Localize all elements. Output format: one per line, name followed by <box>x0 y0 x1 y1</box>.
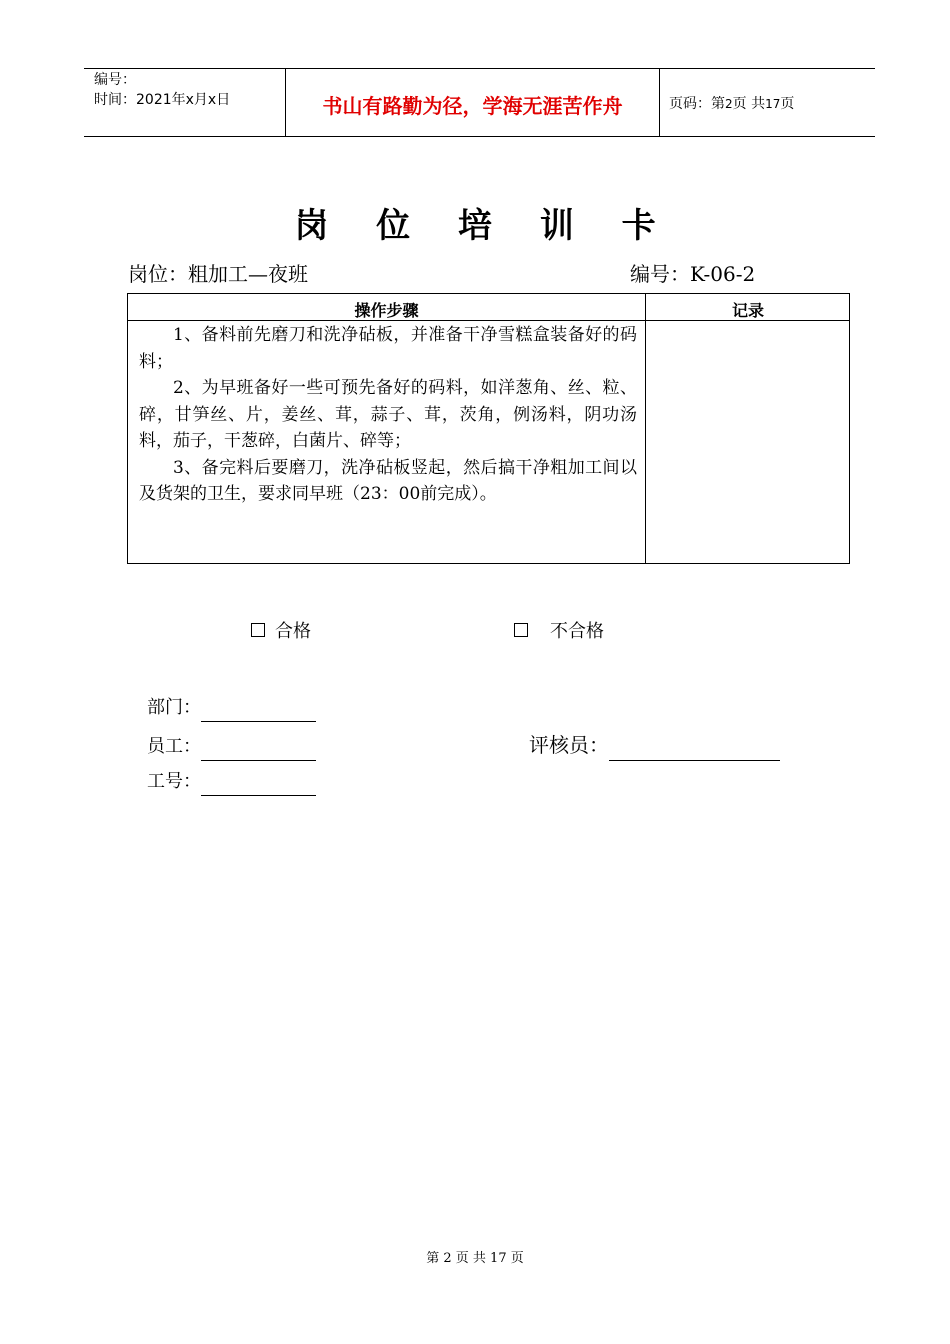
header-divider-right <box>659 68 660 136</box>
fail-checkbox[interactable] <box>514 623 528 637</box>
header-meta <box>94 70 230 110</box>
page-current: 2 <box>725 97 733 111</box>
employee-number-field <box>147 767 316 796</box>
header-top-rule <box>84 68 875 69</box>
page-mid: 页 共 <box>732 96 766 112</box>
page-prefix: 页码：第 <box>669 96 725 112</box>
doc-number-label: 编号： <box>94 72 136 88</box>
date-label: 时间：2021年x月x日 <box>94 92 231 108</box>
department-field <box>147 693 316 722</box>
steps-cell <box>139 322 637 508</box>
column-header-steps: 操作步骤 <box>354 301 419 320</box>
card-code: 编号：K-06-2 <box>630 262 756 286</box>
column-header-record: 记录 <box>731 301 764 320</box>
training-table <box>127 293 850 564</box>
employee-number-label: 工号： <box>147 771 201 792</box>
header-page-indicator <box>669 93 794 113</box>
assessor-field <box>529 729 780 761</box>
assessor-blank[interactable] <box>609 736 780 761</box>
department-blank[interactable] <box>201 700 316 722</box>
fail-option[interactable] <box>514 617 604 643</box>
post-label: 岗位：粗加工—夜班 <box>128 262 308 286</box>
pass-checkbox[interactable] <box>251 623 265 637</box>
page-footer: 第 2 页 共 17 页 <box>426 1251 524 1266</box>
step-item: 1、备料前先磨刀和洗净砧板，并准备干净雪糕盒装备好的码料； <box>139 325 637 372</box>
document-title: 岗 位 培 训 卡 <box>294 206 674 246</box>
header-motto: 书山有路勤为径，学海无涯苦作舟 <box>322 94 623 118</box>
fail-label: 不合格 <box>550 621 604 642</box>
step-item: 3、备完料后要磨刀，洗净砧板竖起，然后搞干净粗加工间以及货架的卫生，要求同早班（23：00前完成）。 <box>139 457 637 504</box>
employee-field <box>147 732 316 761</box>
record-cell[interactable] <box>646 321 850 563</box>
department-label: 部门： <box>147 697 201 718</box>
page-total: 17 <box>765 97 781 111</box>
step-item: 2、为早班备好一些可预先备好的码料，如洋葱角、丝、粒、碎，甘笋丝、片，姜丝、茸，蒜子、茸，茨角，例汤料，阴功汤料，茄子，干葱碎，白菌片、碎等； <box>139 378 637 451</box>
employee-label: 员工： <box>147 736 201 757</box>
employee-blank[interactable] <box>201 739 316 761</box>
header-bottom-rule <box>84 136 875 137</box>
employee-number-blank[interactable] <box>201 774 316 796</box>
pass-label: 合格 <box>275 621 311 642</box>
pass-option[interactable] <box>251 617 311 643</box>
page-suffix: 页 <box>780 96 795 112</box>
assessor-label: 评核员： <box>529 733 609 757</box>
